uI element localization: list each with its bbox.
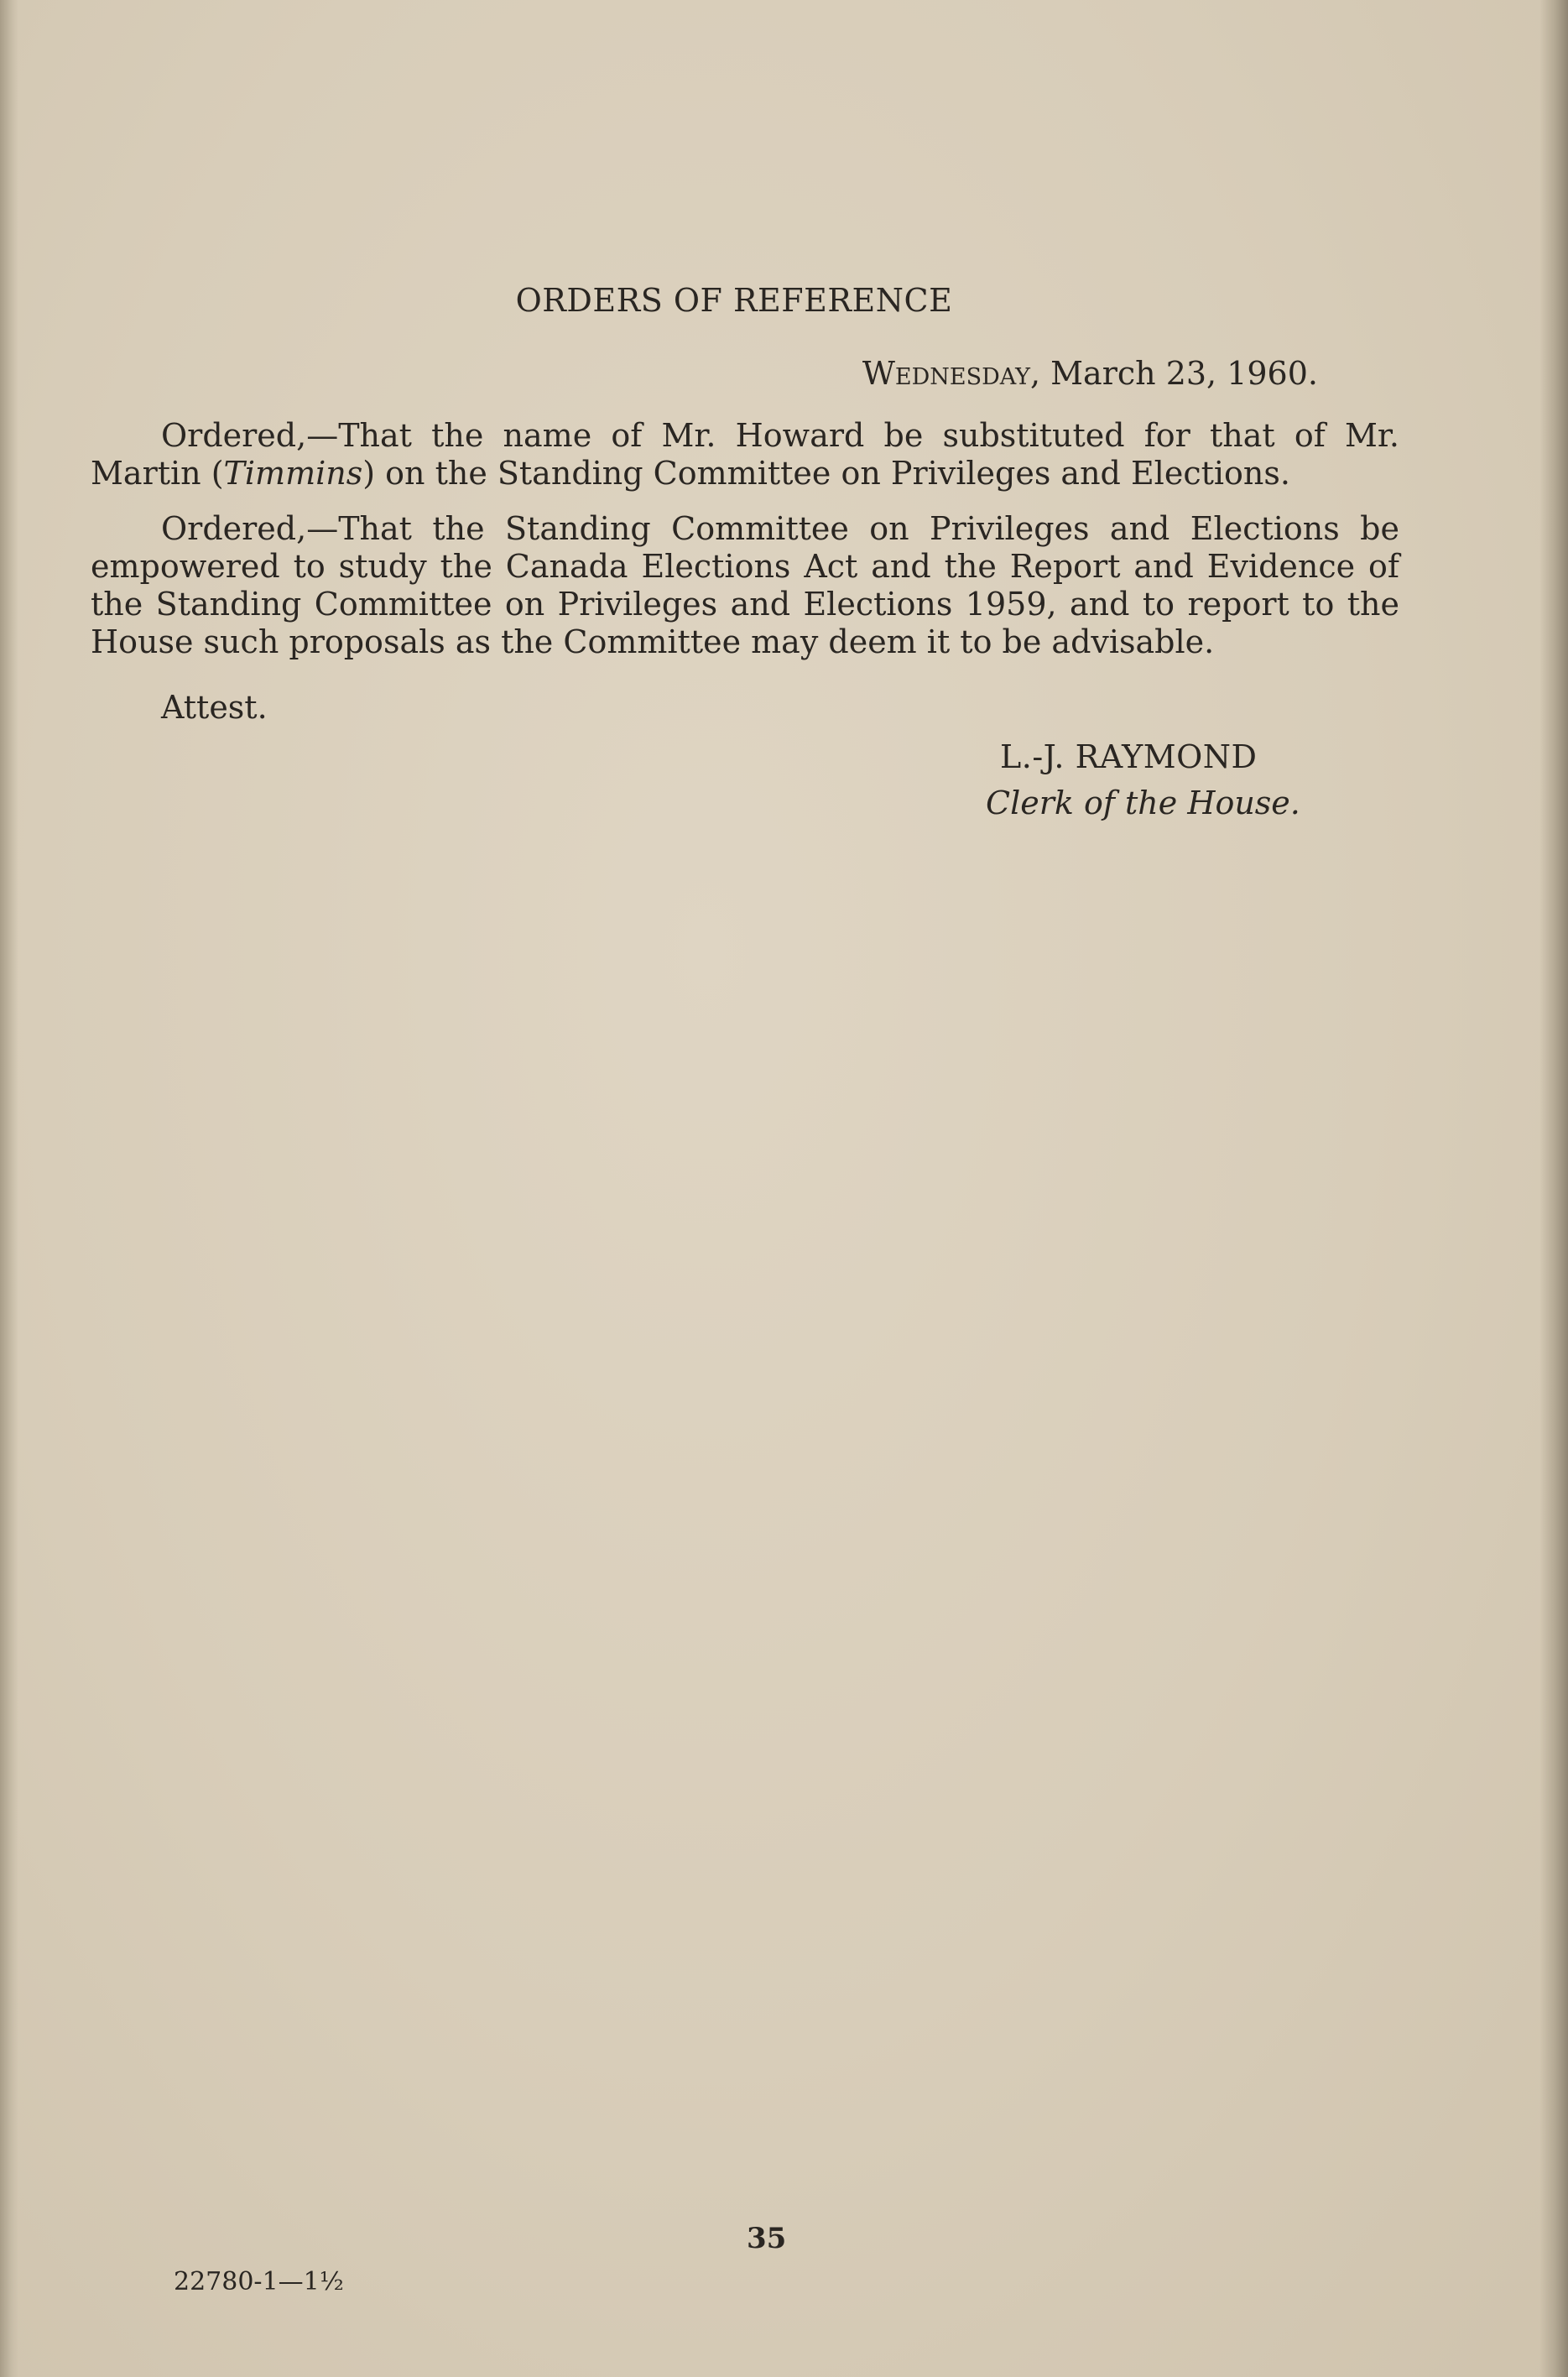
print-code: 22780-1—1½: [174, 2267, 344, 2296]
page-left-edge: [0, 0, 18, 2377]
section-heading: ORDERS OF REFERENCE: [515, 282, 953, 319]
page-number: 35: [747, 2222, 787, 2255]
signatory-title: Clerk of the House.: [986, 785, 1300, 821]
order-paragraph-1: [91, 417, 1399, 493]
order-paragraph-2: Ordered,—That the Standing Committee on Privileges and Elections be empowered to study the Canada Elections Act and the Report and Evidence of the Standing Committee on Privileges and Elections 1959, and to report to the House such proposals as the Committee may deem it to be advisable.: [91, 510, 1399, 660]
signatory-name: L.-J. RAYMOND: [1000, 738, 1258, 775]
order-paragraph-1-tail: ) on the Standing Committee on Privileges and Elections.: [362, 455, 1290, 492]
order-date-weekday: Wednesday,: [862, 355, 1041, 392]
order-paragraph-1-riding: Timmins: [223, 455, 363, 492]
order-date: [862, 355, 1318, 392]
attest-label: Attest.: [161, 689, 268, 726]
order-date-rest: March 23, 1960.: [1040, 355, 1318, 392]
page-right-edge: [1539, 0, 1568, 2377]
order-paragraph-1-lead: Ordered,—That the name of Mr. Howard be substituted for that of Mr. Martin (: [91, 417, 1399, 492]
